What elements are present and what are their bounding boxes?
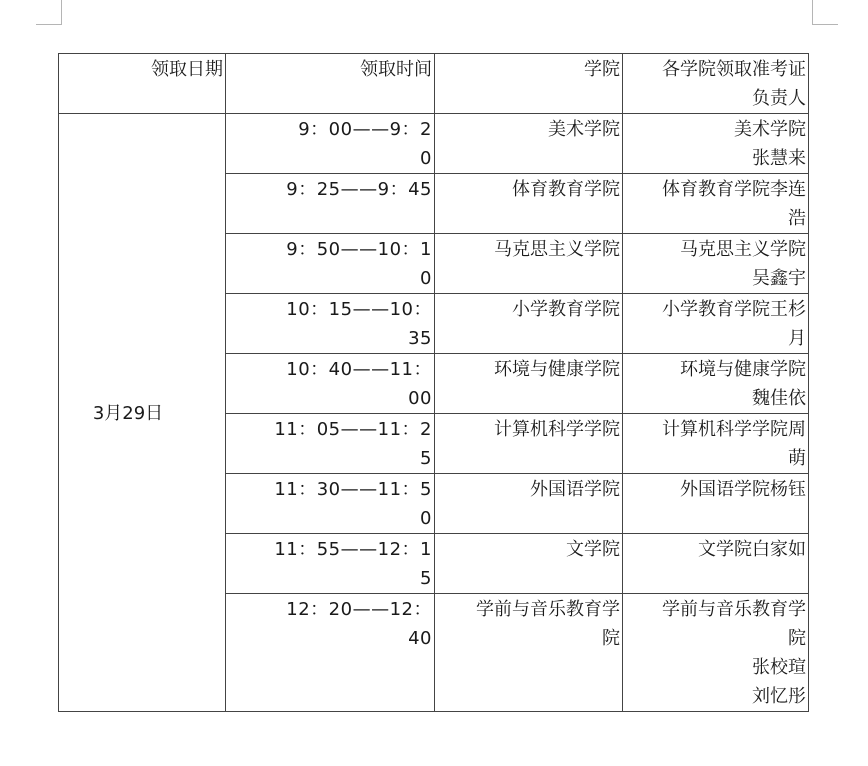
time-line: 0: [420, 148, 432, 169]
college-line: 计算机科学学院: [494, 419, 620, 440]
contact-cell: [623, 414, 809, 474]
header-time: 领取时间: [226, 54, 435, 114]
contact-line: 外国语学院杨钰: [680, 479, 806, 500]
time-line: 10：15——10：: [286, 299, 432, 320]
contact-line: 马克思主义学院: [680, 239, 806, 260]
header-date: 领取日期: [59, 54, 226, 114]
college-line: 环境与健康学院: [494, 359, 620, 380]
time-cell: [226, 594, 435, 712]
college-cell: [435, 234, 623, 294]
time-line: 9：50——10：1: [286, 239, 432, 260]
crop-mark-top-right: [812, 24, 838, 25]
time-line: 11：55——12：1: [274, 539, 432, 560]
contact-line: 计算机科学学院周: [662, 419, 806, 440]
time-line: 11：30——11：5: [274, 479, 432, 500]
header-contact: [623, 54, 809, 114]
header-row: [59, 54, 809, 114]
contact-cell: [623, 594, 809, 712]
time-cell: [226, 354, 435, 414]
contact-line: 体育教育学院李连: [662, 179, 806, 200]
contact-cell: [623, 354, 809, 414]
header-contact-line: 负责人: [752, 88, 806, 109]
contact-line: 文学院白家如: [698, 539, 806, 560]
time-cell: [226, 534, 435, 594]
contact-line: 张校瑄: [752, 657, 806, 678]
college-line: 马克思主义学院: [494, 239, 620, 260]
college-line: 外国语学院: [530, 479, 620, 500]
time-line: 12：20——12：: [286, 599, 432, 620]
college-cell: [435, 354, 623, 414]
college-cell: [435, 294, 623, 354]
college-cell: [435, 534, 623, 594]
contact-cell: [623, 114, 809, 174]
time-line: 10：40——11：: [286, 359, 432, 380]
contact-cell: [623, 534, 809, 594]
college-line: 小学教育学院: [512, 299, 620, 320]
time-line: 35: [408, 328, 432, 349]
college-line: 美术学院: [548, 119, 620, 140]
time-cell: [226, 294, 435, 354]
time-line: 9：25——9：45: [286, 179, 432, 200]
time-line: 0: [420, 508, 432, 529]
date-cell: 3月29日: [59, 114, 226, 712]
contact-line: 学前与音乐教育学: [662, 599, 806, 620]
time-cell: [226, 174, 435, 234]
time-line: 40: [408, 628, 432, 649]
college-cell: [435, 414, 623, 474]
table-row: [59, 114, 809, 174]
contact-line: 美术学院: [734, 119, 806, 140]
college-line: 文学院: [566, 539, 620, 560]
contact-line: 环境与健康学院: [680, 359, 806, 380]
time-line: 00: [408, 388, 432, 409]
college-cell: [435, 114, 623, 174]
contact-cell: [623, 174, 809, 234]
header-contact-line: 各学院领取准考证: [662, 59, 806, 80]
crop-mark-top-left: [36, 24, 62, 25]
time-cell: [226, 234, 435, 294]
contact-cell: [623, 234, 809, 294]
time-line: 11：05——11：2: [274, 419, 432, 440]
contact-line: 魏佳依: [752, 388, 806, 409]
time-line: 5: [420, 448, 432, 469]
contact-line: 小学教育学院王杉: [662, 299, 806, 320]
schedule-table: [58, 53, 809, 712]
contact-line: 月: [788, 328, 806, 349]
header-college: 学院: [435, 54, 623, 114]
crop-mark-top-left: [61, 0, 62, 24]
contact-line: 刘忆彤: [752, 686, 806, 707]
time-line: 0: [420, 268, 432, 289]
college-cell: [435, 174, 623, 234]
contact-line: 吴鑫宇: [752, 268, 806, 289]
contact-line: 张慧来: [752, 148, 806, 169]
college-line: 体育教育学院: [512, 179, 620, 200]
crop-mark-top-right: [812, 0, 813, 24]
contact-cell: [623, 474, 809, 534]
contact-line: 院: [788, 628, 806, 649]
college-line: 院: [602, 628, 620, 649]
college-cell: [435, 594, 623, 712]
contact-line: 浩: [788, 208, 806, 229]
time-line: 5: [420, 568, 432, 589]
college-line: 学前与音乐教育学: [476, 599, 620, 620]
time-cell: [226, 114, 435, 174]
time-cell: [226, 414, 435, 474]
college-cell: [435, 474, 623, 534]
time-line: 9：00——9：2: [298, 119, 432, 140]
contact-line: 萌: [788, 448, 806, 469]
contact-cell: [623, 294, 809, 354]
time-cell: [226, 474, 435, 534]
